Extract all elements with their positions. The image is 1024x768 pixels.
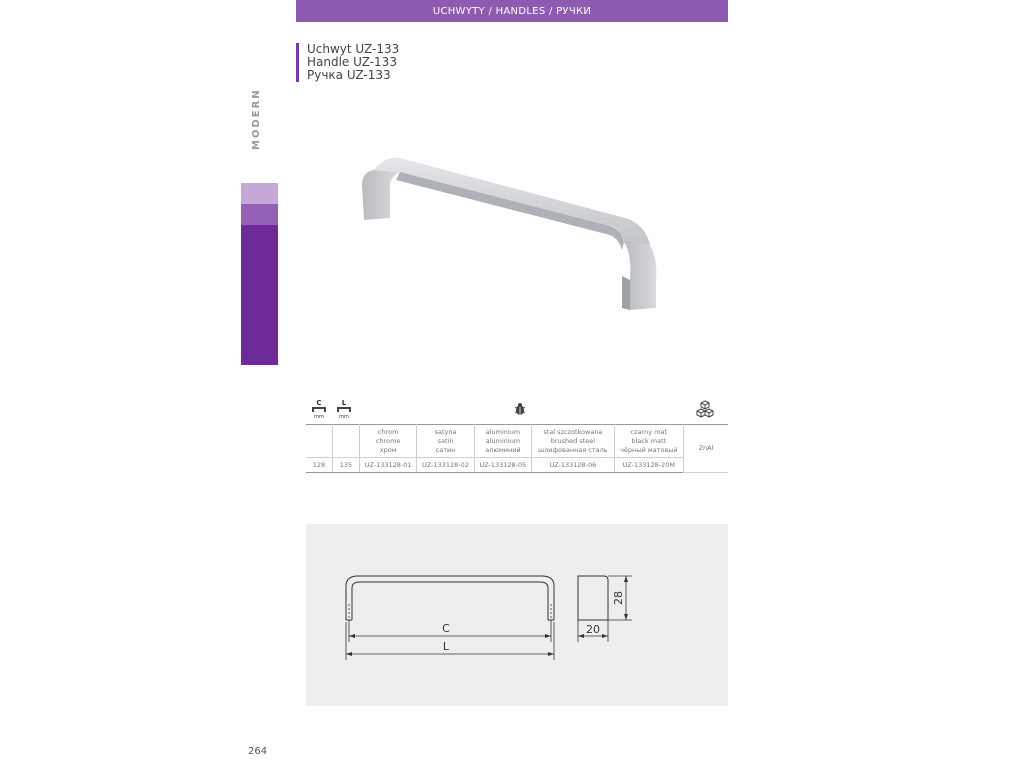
title-ru: Ручка UZ-133 xyxy=(307,68,391,82)
dimension-l-label: L xyxy=(442,640,450,653)
header-cell-l xyxy=(333,425,360,458)
header-en: satin xyxy=(437,436,454,445)
header-cell-brushed-steel xyxy=(532,425,615,458)
l-dim-unit: mm xyxy=(339,414,349,420)
table-header-row xyxy=(306,425,728,458)
product-title xyxy=(296,43,399,82)
header-pl: aluminium xyxy=(485,427,521,436)
category-header xyxy=(296,0,728,22)
header-cell-chrome xyxy=(360,425,417,458)
cell-code: UZ-133128-06 xyxy=(532,458,615,473)
header-ru: хром xyxy=(379,445,397,454)
product-photo xyxy=(360,150,670,310)
header-cell-aluminium xyxy=(474,425,531,458)
header-cell-c xyxy=(306,425,333,458)
page-number: 264 xyxy=(248,746,268,757)
specification-table xyxy=(306,424,728,473)
color-swatch-dark xyxy=(241,225,278,365)
header-ru: шлифованная сталь xyxy=(538,445,608,454)
dimension-width-value: 20 xyxy=(586,623,600,636)
header-pl: stal szczotkowana xyxy=(543,427,603,436)
c-dim-label: C xyxy=(316,399,322,407)
header-pl: czarny mat xyxy=(630,427,668,436)
c-dimension-icon xyxy=(311,398,327,420)
cubes-icon xyxy=(696,400,714,418)
technical-drawing xyxy=(306,524,728,706)
cell-code: UZ-133128-02 xyxy=(417,458,474,473)
dimension-height-value: 28 xyxy=(612,591,625,605)
bug-icon xyxy=(513,401,527,415)
header-ru: алюминий xyxy=(485,445,521,454)
cell-c-value: 128 xyxy=(306,458,333,473)
color-swatch-light xyxy=(241,183,278,204)
header-en: aluminium xyxy=(485,436,521,445)
c-dim-unit: mm xyxy=(314,414,324,420)
cell-l-value: 135 xyxy=(333,458,360,473)
title-pl: Uchwyt UZ-133 xyxy=(307,42,400,56)
cell-code: UZ-133128-01 xyxy=(360,458,417,473)
table-icons-row xyxy=(306,398,728,422)
l-dimension-icon xyxy=(336,398,352,420)
header-en: chrome xyxy=(375,436,401,445)
header-ru: сатин xyxy=(435,445,456,454)
category-header-text: UCHWYTY / HANDLES / РУЧКИ xyxy=(432,5,592,17)
l-dim-label: L xyxy=(341,399,347,407)
material-cell: ZnAl xyxy=(684,425,729,473)
header-cell-black-matt xyxy=(614,425,683,458)
header-en: black matt xyxy=(631,436,667,445)
dimension-c-label: C xyxy=(442,622,450,635)
header-cell-satin xyxy=(417,425,474,458)
table-row xyxy=(306,458,728,473)
header-pl: chrom xyxy=(377,427,399,436)
color-swatch-mid xyxy=(241,204,278,225)
cell-code: UZ-133128-20M xyxy=(614,458,683,473)
section-label: MODERN xyxy=(251,88,262,150)
header-pl: satyna xyxy=(434,427,457,436)
cell-code: UZ-133128-05 xyxy=(474,458,531,473)
header-en: brushed steel xyxy=(550,436,596,445)
header-ru: чёрный матовый xyxy=(620,445,678,454)
title-en: Handle UZ-133 xyxy=(307,55,397,69)
